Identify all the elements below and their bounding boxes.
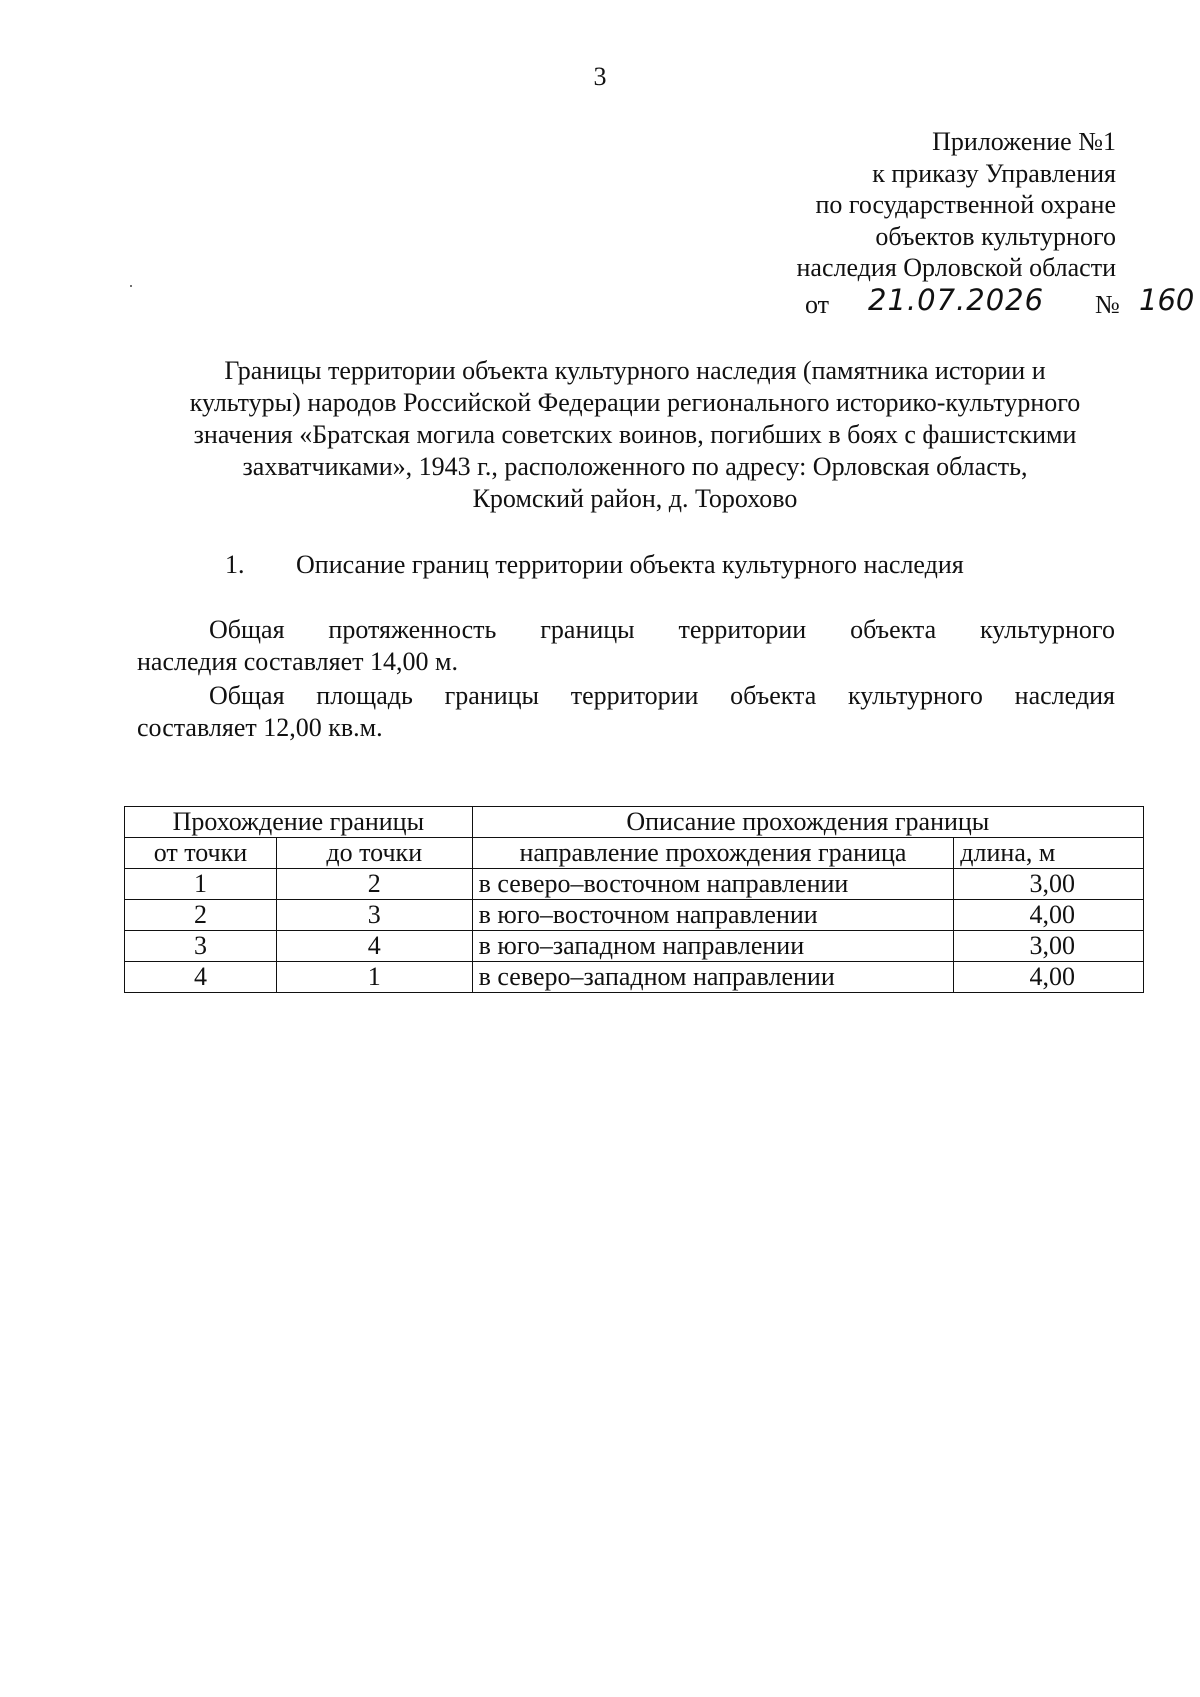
cell-length: 3,00 — [954, 931, 1144, 962]
word: культурного — [980, 615, 1115, 644]
column-header-length: длина, м — [954, 838, 1144, 869]
word: границы — [444, 681, 539, 710]
boundary-table — [124, 806, 1144, 993]
cell-from: 2 — [125, 900, 277, 931]
paragraph-last-line: составляет 12,00 кв.м. — [137, 713, 383, 742]
date-prefix: от — [805, 290, 830, 319]
cell-from: 1 — [125, 869, 277, 900]
group-header-description: Описание прохождения границы — [472, 807, 1143, 838]
total-area-paragraph — [137, 680, 1115, 744]
paragraph-first-line — [137, 614, 1115, 646]
approval-line: объектов культурного — [875, 221, 1116, 251]
column-header-from: от точки — [125, 838, 277, 869]
cell-to: 4 — [276, 931, 472, 962]
paragraph-last-line: наследия составляет 14,00 м. — [137, 647, 458, 676]
title-line: культуры) народов Российской Федерации регионального историко-культурного — [189, 388, 1081, 417]
cell-from: 3 — [125, 931, 277, 962]
table-row — [125, 900, 1144, 931]
cell-to: 2 — [276, 869, 472, 900]
section-title: Описание границ территории объекта культурного наследия — [296, 550, 964, 579]
title-line: значения «Братская могила советских воинов, погибших в боях с фашистскими — [193, 420, 1077, 449]
table-header-row — [125, 838, 1144, 869]
number-prefix: № — [1095, 290, 1120, 319]
cell-to: 3 — [276, 900, 472, 931]
cell-direction: в юго–западном направлении — [472, 931, 954, 962]
approval-line: по государственной охране — [815, 190, 1116, 219]
word: Общая — [209, 615, 285, 644]
title-line: Кромский район, д. Торохово — [472, 484, 798, 513]
word: территории — [678, 615, 807, 644]
word: границы — [540, 615, 635, 644]
cell-length: 4,00 — [954, 900, 1144, 931]
title-line: Границы территории объекта культурного наследия (памятника истории и — [224, 356, 1046, 385]
paragraph-first-line — [137, 680, 1115, 712]
section-number: 1. — [225, 550, 245, 579]
table-row — [125, 962, 1144, 993]
table-row — [125, 931, 1144, 962]
word: объекта — [730, 681, 817, 710]
column-header-direction: направление прохождения граница — [472, 838, 954, 869]
scan-speck — [130, 285, 132, 287]
approval-block — [596, 126, 1116, 284]
page-number: 3 — [593, 62, 607, 91]
handwritten-order-number: 160 — [1139, 283, 1195, 317]
column-header-to: до точки — [276, 838, 472, 869]
cell-direction: в юго–восточном направлении — [472, 900, 954, 931]
approval-line: Приложение №1 — [932, 127, 1116, 156]
word: культурного — [848, 681, 983, 710]
cell-to: 1 — [276, 962, 472, 993]
word: Общая — [209, 681, 285, 710]
cell-from: 4 — [125, 962, 277, 993]
table-row — [125, 869, 1144, 900]
cell-direction: в северо–западном направлении — [472, 962, 954, 993]
title-line: захватчиками», 1943 г., расположенного по адресу: Орловская область, — [242, 452, 1028, 481]
word: протяженность — [328, 615, 497, 644]
approval-line: к приказу Управления — [872, 158, 1116, 188]
group-header-passage: Прохождение границы — [125, 807, 473, 838]
cell-length: 4,00 — [954, 962, 1144, 993]
word: наследия — [1014, 681, 1115, 710]
table-group-header-row — [125, 807, 1144, 838]
approval-line: наследия Орловской области — [796, 253, 1116, 282]
total-length-paragraph — [137, 614, 1115, 678]
word: объекта — [850, 615, 937, 644]
handwritten-date: 21.07.2026 — [868, 283, 1045, 317]
order-date-line — [805, 283, 1195, 327]
cell-direction: в северо–восточном направлении — [472, 869, 954, 900]
cell-length: 3,00 — [954, 869, 1144, 900]
word: площадь — [316, 681, 413, 710]
word: территории — [570, 681, 699, 710]
document-title — [100, 355, 1170, 515]
